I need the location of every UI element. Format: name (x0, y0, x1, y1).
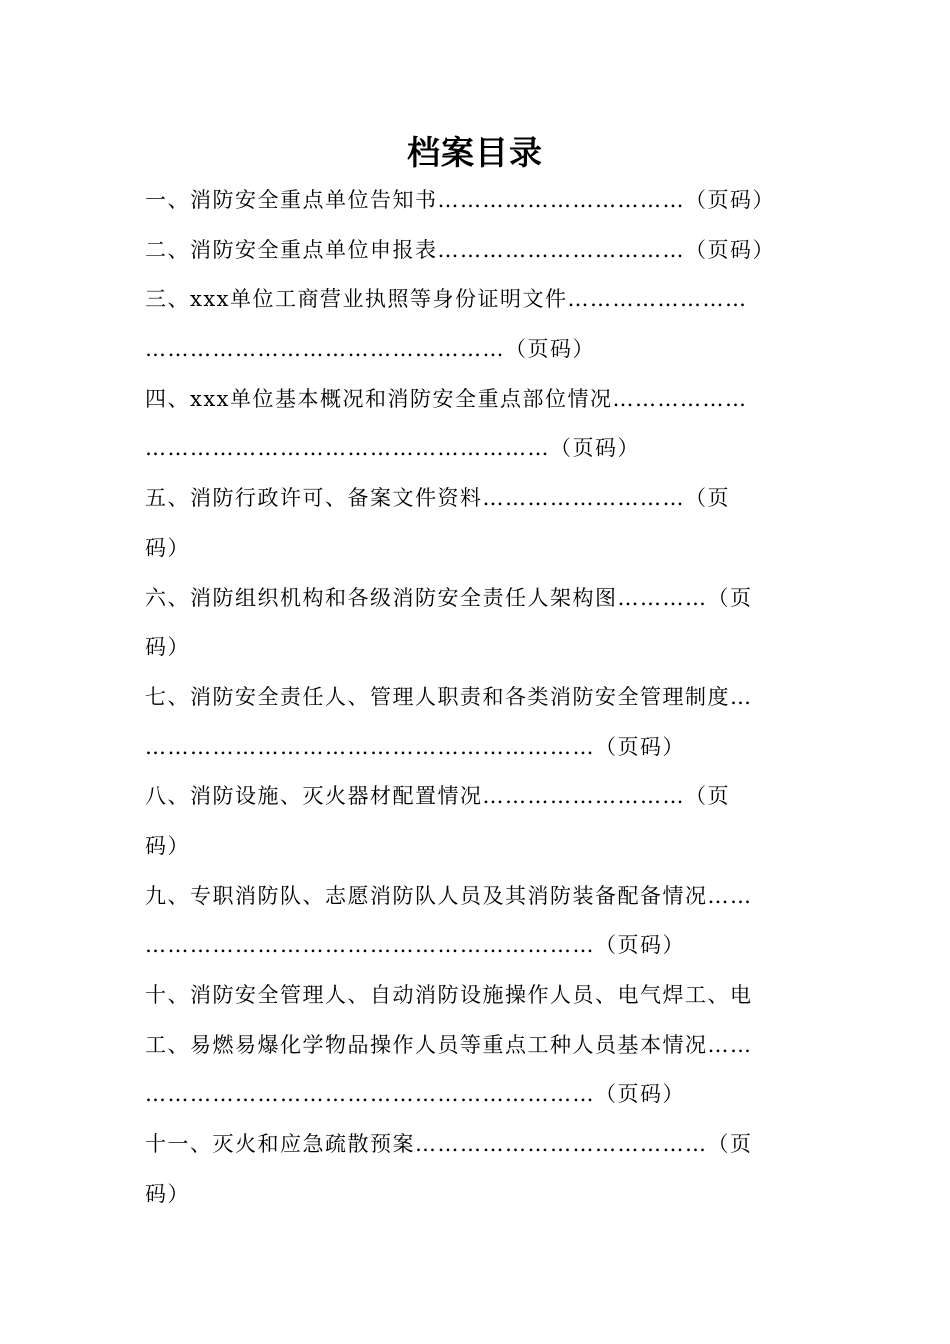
toc-line: 七、消防安全责任人、管理人职责和各类消防安全管理制度… (145, 684, 753, 709)
toc-line: 五、消防行政许可、备案文件资料………………………（页 (145, 486, 730, 511)
toc-line: 四、xxx单位基本概况和消防安全重点部位情况……………… (145, 386, 748, 411)
toc-line: …………………………………………（页码） (145, 337, 595, 362)
toc-line: 码） (145, 635, 190, 660)
toc-line: 工、易燃易爆化学物品操作人员等重点工种人员基本情况…… (145, 1032, 753, 1057)
toc-line: 二、消防安全重点单位申报表……………………………（页码） (145, 237, 775, 262)
toc-line: 码） (145, 535, 190, 560)
toc-line: 十、消防安全管理人、自动消防设施操作人员、电气焊工、电 (145, 983, 753, 1007)
toc-line: 码） (145, 1181, 190, 1206)
toc-line: 六、消防组织机构和各级消防安全责任人架构图…………（页 (145, 585, 753, 610)
table-of-contents (145, 176, 807, 1219)
toc-line: 九、专职消防队、志愿消防队人员及其消防装备配备情况…… (145, 883, 753, 908)
toc-line: ………………………………………………（页码） (145, 436, 640, 461)
toc-line: ……………………………………………………（页码） (145, 1082, 685, 1107)
toc-line: ……………………………………………………（页码） (145, 734, 685, 759)
toc-line: 三、xxx单位工商营业执照等身份证明文件…………………… (145, 287, 748, 312)
toc-line: 八、消防设施、灭火器材配置情况………………………（页 (145, 784, 730, 809)
toc-line: ……………………………………………………（页码） (145, 933, 685, 958)
toc-line: 一、消防安全重点单位告知书……………………………（页码） (145, 188, 775, 212)
toc-line: 码） (145, 833, 190, 858)
page-title: 档案目录 (407, 133, 543, 172)
toc-line: 十一、灭火和应急疏散预案…………………………………（页 (145, 1132, 753, 1157)
